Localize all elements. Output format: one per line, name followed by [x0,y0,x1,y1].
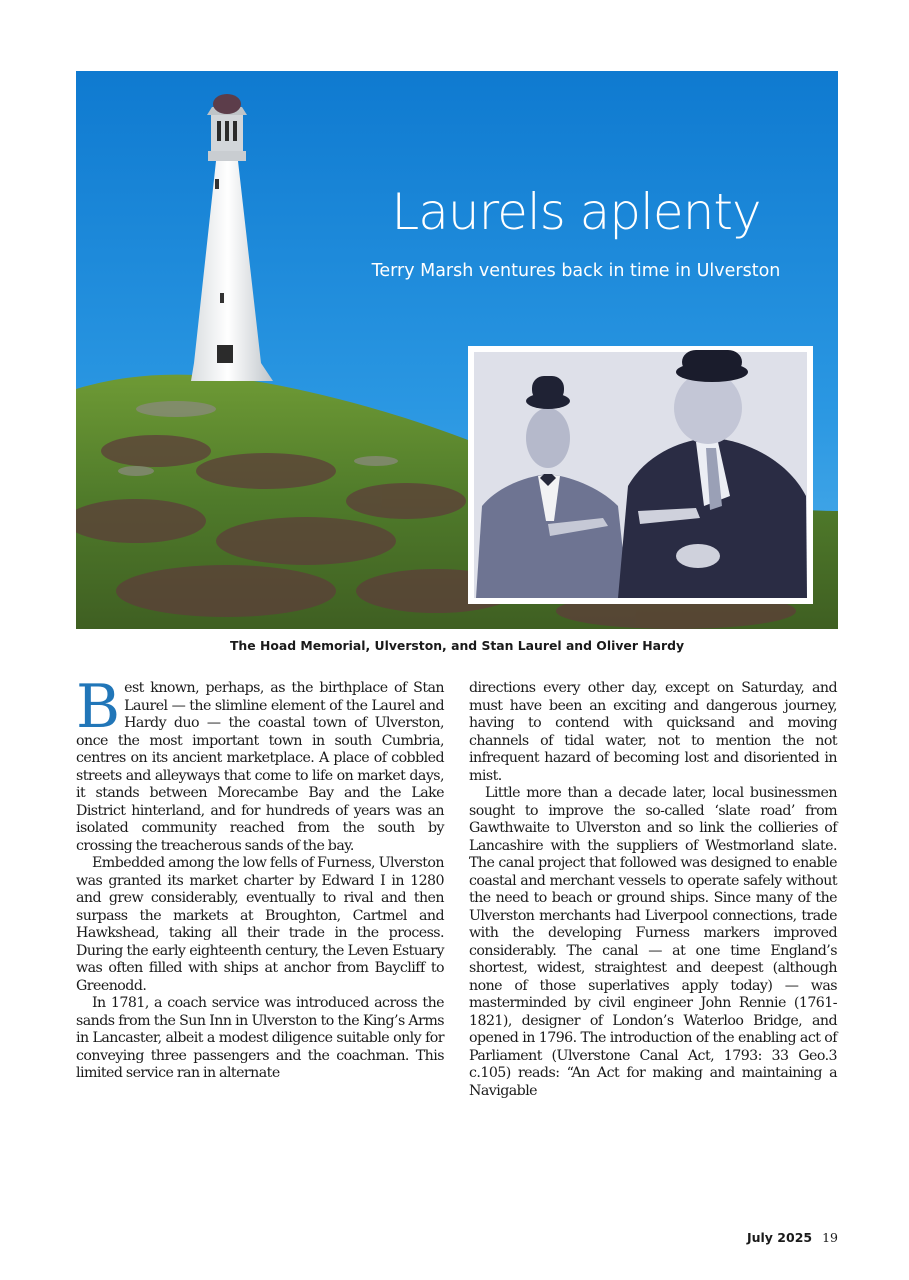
article-column-left [76,672,444,1083]
paragraph-2: Embedded among the low fells of Furness, Ulverston was granted its market charter by Edward I in 1280 and grew considerably, eventually to rival and then surpass the markets at Broughton, Cartmel and Hawkshead, taking all their trade in the process. During the early eighteenth century, the Leven Estuary was often filled with ships at anchor from Baycliff to Greenodd. [76,855,444,994]
paragraph-1 [76,672,444,855]
article-column-right [469,680,837,1100]
page-subtitle: Terry Marsh ventures back in time in Ulverston [371,261,781,281]
laurel-hardy-photo [468,346,813,604]
paragraph-4: directions every other day, except on Saturday, and must have been an exciting and dangerous journey, having to contend with quicksand and moving channels of tidal water, not to mention the not infrequent hazard of becoming lost and disoriented in mist. [469,680,837,784]
paragraph-5: Little more than a decade later, local businessmen sought to improve the so-called ‘slate road’ from Gawthwaite to Ulverston and so link the collieries of Lancashire with the suppliers of Westmorland slate. The canal project that followed was designed to enable coastal and merchant vessels to operate safely without the need to beach or ground ships. Since many of the Ulverston merchants had Liverpool connections, trade with the developing Furness markers improved considerably. The canal — at one time England’s shortest, widest, straightest and deepest (although none of those superlatives apply today) — was masterminded by civil engineer John Rennie (1761-1821), designer of London’s Waterloo Bridge, and opened in 1796. The introduction of the enabling act of Parliament (Ulverstone Canal Act, 1793: 33 Geo.3 c.105) reads: “An Act for making and maintaining a Navigable [469,785,837,1099]
paragraph-3: In 1781, a coach service was introduced across the sands from the Sun Inn in Ulverston to the King’s Arms in Lancaster, albeit a modest diligence suitable only for conveying three passengers and the coachman. This limited service ran in alternate [76,995,444,1081]
drop-cap: B [76,672,121,742]
page-title: Laurels aplenty [391,183,761,241]
image-caption: The Hoad Memorial, Ulverston, and Stan Laurel and Oliver Hardy [229,638,685,653]
laurel-hardy-illustration [468,346,813,604]
page-footer [600,1230,838,1245]
paragraph-1-text: est known, perhaps, as the birthplace of Stan Laurel — the slimline element of the Laurel and Hardy duo — the coastal town of Ulverston, once the most important town in south Cumbria, centres on its ancient marketplace. A place of cobbled streets and alleyways that come to life on market days, it stands between Morecambe Bay and the Lake District hinterland, and for hundreds of years was an isolated community reached from the south by crossing the treacherous sands of the bay. [76,680,444,854]
issue-date: July 2025 [746,1230,813,1245]
page-number: 19 [822,1230,838,1245]
